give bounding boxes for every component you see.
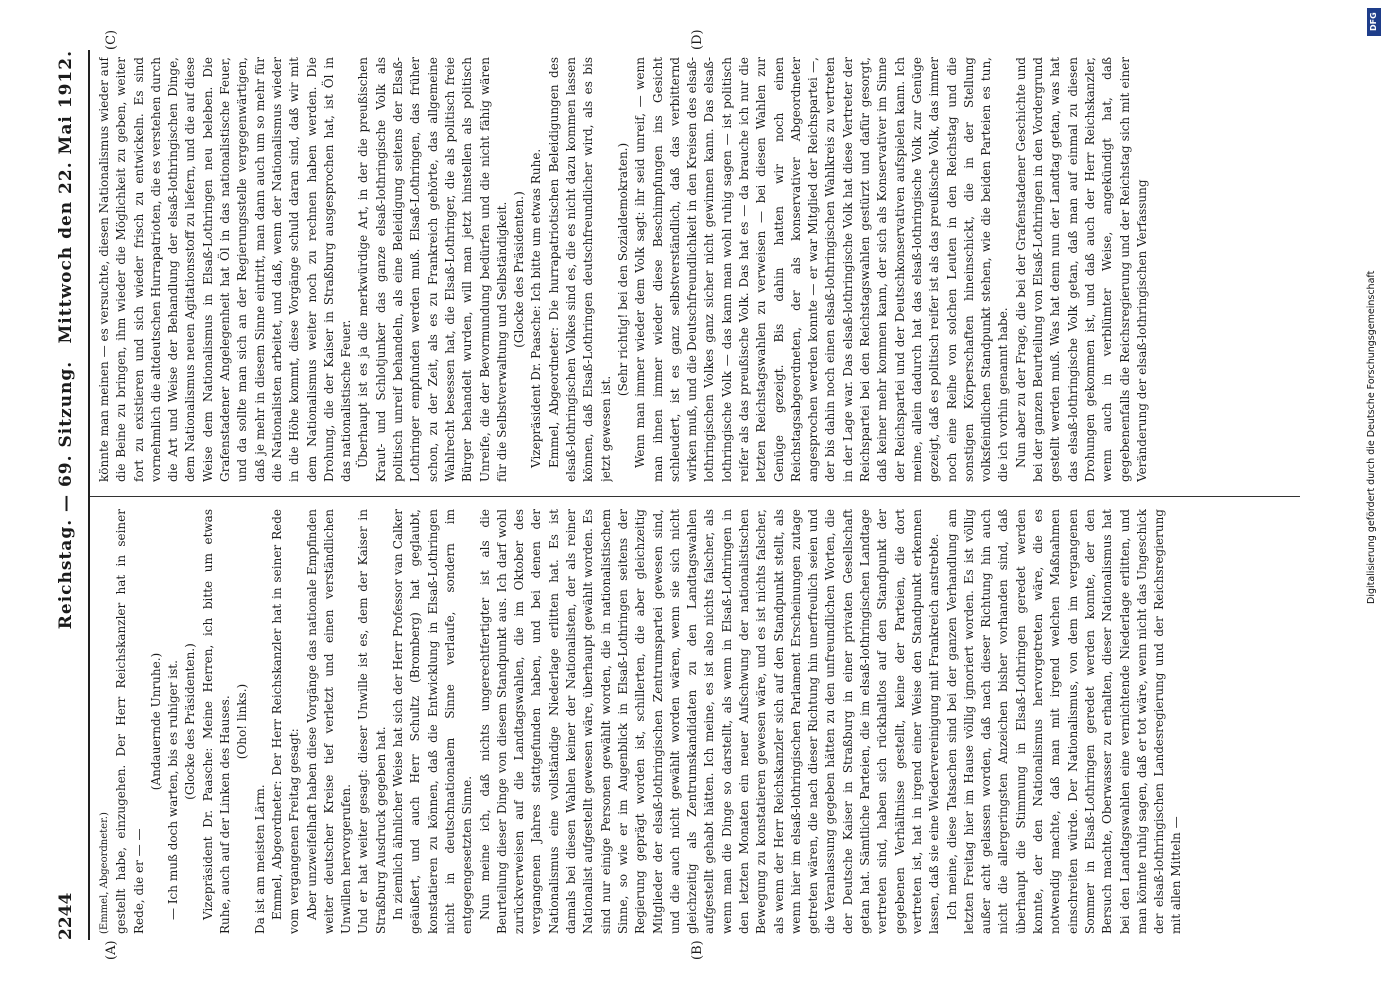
paragraph: gestellt habe, einzugehen. Der Herr Reichskanzler hat in seiner Rede, die er — — bbox=[114, 509, 146, 934]
page-number: 2244 bbox=[56, 892, 76, 940]
paragraph: Und er hat weiter gesagt: dieser Unwille ist es, dem der Kaiser in Straßburg Ausdruck gegeben hat. bbox=[356, 509, 388, 934]
digitization-credit: Digitalisierung gefördert durch die Deutsche Forschungsgemeinschaft bbox=[1366, 270, 1377, 604]
paragraph: Emmel, Abgeordneter: Der Herr Reichskanzler hat in seiner Rede vom vergangenen Freitag gesagt: bbox=[269, 509, 302, 934]
running-header bbox=[56, 50, 86, 940]
paragraph: Vizepräsident Dr. Paasche: Meine Herren, ich bitte um etwas Ruhe, auch auf der Linken des Hauses. bbox=[200, 509, 233, 934]
paragraph: Emmel, Abgeordneter: Die hurrapatriotischen Beleidigungen des elsaß-lothringischen Volkes sind es, die es nicht dazu kommen lassen können, daß Elsaß-Lothringen deutschfreundlicher wird, als es bis jetzt gewesen ist. bbox=[546, 57, 613, 482]
stage-direction: (Andauernde Unruhe.) bbox=[148, 652, 163, 791]
paragraph: Überhaupt ist es ja die merkwürdige Art, in der die preußischen Kraut- und Schlotjunker das ganze elsaß-lothringische Volk als politisch unreif behandeln, als eine Beleidigung seitens der Elsaß-Lothringer empfunden werden muß. Elsaß-Lothringen, das früher schon, zu der Zeit, als es zu Frankreich gehörte, das allgemeine Wahlrecht besessen hat, die Elsaß-Lothringer, die als politisch freie Bürger behandelt wurden, will man jetzt hinstellen als politisch Unreife, die der Bevormundung bedürfen und die nicht fähig wären für die Selbstverwaltung und Selbständigkeit. bbox=[356, 57, 509, 482]
stage-direction: (Oho! links.) bbox=[235, 683, 250, 760]
paragraph: Nun aber zu der Frage, die bei der Grafenstadener Geschichte und bei der ganzen Beurteilung von Elsaß-Lothringen in den Vordergrund gestellt werden muß. Was hat denn nun der Landtag getan, was hat das elsaß-lothringische Volk getan, daß man auf einmal zu diesen Drohungen gekommen ist, und daß auch der Herr Reichskanzler, wenn auch in verblümter Weise, angekündigt hat, daß gegebenenfalls die Reichsregierung und der Reichstag sich mit einer Veränderung der elsaß-lothringischen Verfassung bbox=[1013, 57, 1149, 482]
paragraph: Vizepräsident Dr. Paasche: Ich bitte um etwas Ruhe. bbox=[529, 148, 544, 468]
margin-marker-c: (C) bbox=[104, 29, 119, 50]
column-divider bbox=[90, 496, 1300, 497]
right-column bbox=[96, 57, 1296, 482]
margin-marker-d: (D) bbox=[690, 29, 705, 50]
dfg-logo: DFG bbox=[1367, 8, 1381, 36]
left-column bbox=[96, 509, 1296, 934]
margin-marker-a: (A) bbox=[104, 940, 119, 960]
session-date: Mittwoch den 22. Mai 1912. bbox=[56, 50, 76, 344]
margin-marker-b: (B) bbox=[690, 940, 705, 960]
stage-direction: (Glocke des Präsidenten.) bbox=[183, 643, 198, 800]
paragraph: könnte man meinen — es versuchte, diesen Nationalismus wieder auf die Beine zu bringen, ihm wieder die Möglichkeit zu geben, weiter fort zu existieren und sich wieder frisch zu entwickeln. Es sind vornehmlich die altdeutschen Hurrapatrioten, die es verstehen durch die Art und Weise der Behandlung der elsaß-lothringischen Dinge, dem Nationalismus neuen Agitationsstoff zu liefern, und die auf diese Weise dem Nationalismus in Elsaß-Lothringen neu beleben. Die Grafenstadener Angelegenheit hat Öl in das nationalistische Feuer, und da sollte man sich an der Regierungsstelle vergegenwärtigen, daß je mehr in diesem Sinne eintritt, man dann auch um so mehr für die Nationalisten arbeitet, und daß, wenn der Nationalismus wieder in die Höhe kommt, diese Vorgänge schuld daran sind, daß wir mit dem Nationalismus weiter noch zu rechnen haben werden. Die Drohung, die der Kaiser in Straßburg ausgesprochen hat, ist Öl in das nationalistische Feuer. bbox=[97, 57, 354, 482]
paragraph: Wenn man immer wieder dem Volk sagt: ihr seid unreif, — wenn man ihnen immer wieder diese Beschimpfungen ins Gesicht schleudert, ist es ganz selbstverständlich, daß das verbitternd wirken muß, und die Deutschfreundlichkeit in den Kreisen des elsaß-lothringischen Volkes ganz sicher nicht gewinnen kann. Das elsaß-lothringische Volk — das kann man wohl ruhig sagen — ist politisch reifer als das preußische Volk. Das hat es — da brauche ich nur die letzten Reichstagswahlen zu verweisen — bei diesen Wahlen zur Genüge gezeigt. Bis dahin hatten wir noch einen Reichstagsabgeordneten, der als konservativer Abgeordneter angesprochen werden konnte — er war Mitglied der Reichspartei —, der bis dahin noch einen elsaß-lothringischen Wahlkreis zu vertreten in der Lage war. Das elsaß-lothringische Volk hat diese Vertreter der Reichspartei bei den Reichstagswahlen gestürzt und dafür gesorgt, daß keiner mehr kommen kann, der sich als Konservativer im Sinne der Reichspartei und der Deutschkonservativen aufspielen kann. Ich meine, allein dadurch hat das elsaß-lothringische Volk zur Genüge gezeigt, daß es politisch reifer ist als das preußische Volk, das immer noch eine Reihe von solchen Leuten in den Reichstag und die sonstigen Körperschaften hineinschickt, die in der Stellung volksfeindlichen Standpunkt stehen, wie die beiden Parteien es tun, die ich vorhin genannt habe. bbox=[633, 57, 1011, 482]
session-title: Reichstag. — 69. Sitzung. bbox=[56, 360, 76, 630]
paragraph: In ziemlich ähnlicher Weise hat sich der Herr Professor van Calker geäußert, und auch Herr Schultz (Bromberg) hat geglaubt, konstatieren zu können, daß die Entwicklung in Elsaß-Lothringen nicht in deutschnationalem Sinne verlaufe, sondern im entgegengesetzten Sinne. bbox=[391, 509, 475, 934]
stage-direction: (Sehr richtig! bei den Sozialdemokraten.) bbox=[615, 142, 630, 397]
paragraph: Ich meine, diese Tatsachen sind bei der ganzen Verhandlung am letzten Freitag hier im Hause völlig ignoriert worden. Es ist völlig außer acht gelassen worden, daß nach dieser Richtung hin auch nicht die allergeringsten Anzeichen bisher vorhanden sind, daß überhaupt die Stimmung in Elsaß-Lothringen geredet werden konnte, der den Nationalismus hervorgetreten wäre, die es notwendig machte, daß man mit irgend welchen Maßnahmen einschreiten würde. Der Nationalismus, von dem im vergangenen Sommer in Elsaß-Lothringen geredet werden konnte, der den Bersuch machte, Oberwasser zu erhalten, dieser Nationalismus hat bei den Landtagswahlen eine vernichtende Niederlage erlitten, und man könnte ruhig sagen, daß er tot wäre, wenn nicht das Ungeschick der elsaß-lothringischen Landesregierung und der Reichsregierung mit allen Mitteln — bbox=[944, 509, 1184, 934]
paragraph: Da ist am meisten Lärm. bbox=[252, 784, 267, 934]
quotation: Aber unzweifelhaft haben diese Vorgänge das nationale Empfinden weiter deutscher Kreise tief verletzt und einen verständlichen Unwillen hervorgerufen. bbox=[304, 509, 354, 934]
header-rule bbox=[88, 50, 90, 940]
paragraph: — Ich muß doch warten, bis es ruhiger ist. bbox=[166, 660, 181, 920]
paragraph: Nun meine ich, daß nichts ungerechtfertigter ist als die Beurteilung dieser Dinge von diesem Standpunkt aus. Ich darf wohl zurückverweisen auf die Landtagswahlen, die im Oktober des vergangenen Jahres stattgefunden haben, und bei denen der Nationalismus eine vollständige Niederlage erlitten hat. Es ist damals bei diesen Wahlen keiner der Nationalisten, der als reiner Nationalist aufgestellt gewesen wäre, überhaupt gewählt worden. Es sind nur einige Personen gewählt worden, die in nationalistischem Sinne, so wie er im Augenblick in Elsaß-Lothringen seitens der Regierung geprägt worden ist, schillerten, die aber gleichzeitig Mitglieder der elsaß-lothringischen Zentrumspartei gewesen sind, und die auch nicht gewählt worden wären, wenn sie sich nicht gleichzeitig als Zentrumskandidaten zu den Landtagswahlen aufgestellt gehabt hätten. Ich meine, es ist also nichts falscher, als wenn man die Dinge so darstellt, als wenn in Elsaß-Lothringen in den letzten Monaten ein neuer Aufschwung der nationalistischen Bewegung zu konstatieren gewesen wäre, und es ist nichts falscher, als wenn der Herr Reichskanzler sich auf den Standpunkt stellt, als wenn hier im elsaß-lothringischen Parlament Erscheinungen zutage getreten wären, die nach dieser Richtung hin unerfreulich seien und die Veranlassung gegeben hätten zu den unfreundlichen Worten, die der Deutsche Kaiser in Straßburg in einer privaten Gesellschaft getan hat. Sämtliche Parteien, die im elsaß-lothringischen Landtage vertreten sind, haben sich rückhaltlos auf den Standpunkt der gegebenen Verhältnisse gestellt, keine der Parteien, die dort vertreten ist, hat in irgend einer Weise den Standpunkt erkennen lassen, daß sie eine Wiedervereinigung mit Frankreich anstrebte. bbox=[477, 509, 942, 934]
stage-direction: (Glocke des Präsidenten.) bbox=[512, 191, 527, 348]
speaker-note: (Emmel, Abgeordneter.) bbox=[99, 812, 110, 934]
